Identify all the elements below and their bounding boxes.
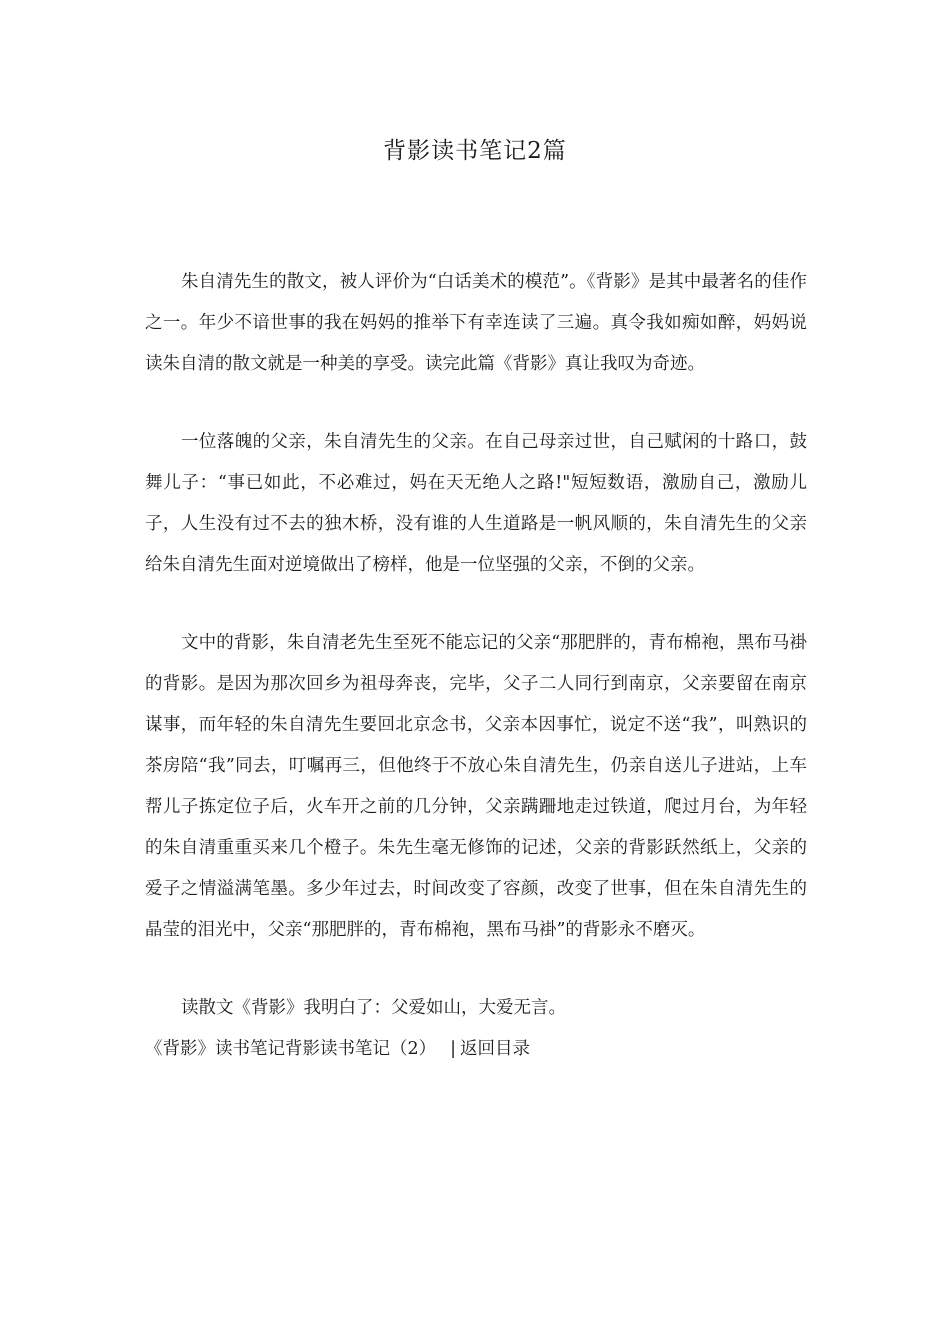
paragraph-1: 朱自清先生的散文，被人评价为“白话美术的模范”。《背影》是其中最著名的佳作之一。年少不谙世事的我在妈妈的推举下有幸连读了三遍。真令我如痴如醉，妈妈说读朱自清的散文就是一种美的享受。读完此篇《背影》真让我叹为奇迹。 [145,272,807,374]
back-to-contents-link[interactable]: 返回目录 [460,1039,531,1059]
paragraph-3: 文中的背影，朱自清老先生至死不能忘记的父亲“那肥胖的，青布棉袍，黑布马褂的背影。是因为那次回乡为祖母奔丧，完毕，父子二人同行到南京，父亲要留在南京谋事，而年轻的朱自清先生要回北京念书，父亲本因事忙，说定不送“我”，叫熟识的茶房陪“我”同去，叮嘱再三，但他终于不放心朱自清先生，仍亲自送儿子进站，上车帮儿子拣定位子后，火车开之前的几分钟，父亲蹒跚地走过铁道，爬过月台，为年轻的朱自清重重买来几个橙子。朱先生毫无修饰的记述，父亲的背影跃然纸上，父亲的爱子之情溢满笔墨。多少年过去，时间改变了容颜，改变了世事，但在朱自清先生的晶莹的泪光中，父亲“那肥胖的，青布棉袍，黑布马褂”的背影永不磨灭。 [145,633,807,940]
document-body [145,262,807,1070]
document-title: 背影读书笔记2篇 [383,138,567,164]
footer-navigation [145,1029,807,1070]
footer-separator: | [450,1039,457,1059]
paragraph-2: 一位落魄的父亲，朱自清先生的父亲。在自己母亲过世，自己赋闲的十路口，鼓舞儿子：“事已如此，不必难过，妈在天无绝人之路!"短短数语，激励自己，激励儿子，人生没有过不去的独木桥，没有谁的人生道路是一帆风顺的，朱自清先生的父亲给朱自清先生面对逆境做出了榜样，他是一位坚强的父亲，不倒的父亲。 [145,432,807,575]
paragraph-4: 读散文《背影》我明白了：父爱如山，大爱无言。 [181,998,566,1018]
footer-text: 《背影》读书笔记背影读书笔记（2） [145,1039,437,1059]
